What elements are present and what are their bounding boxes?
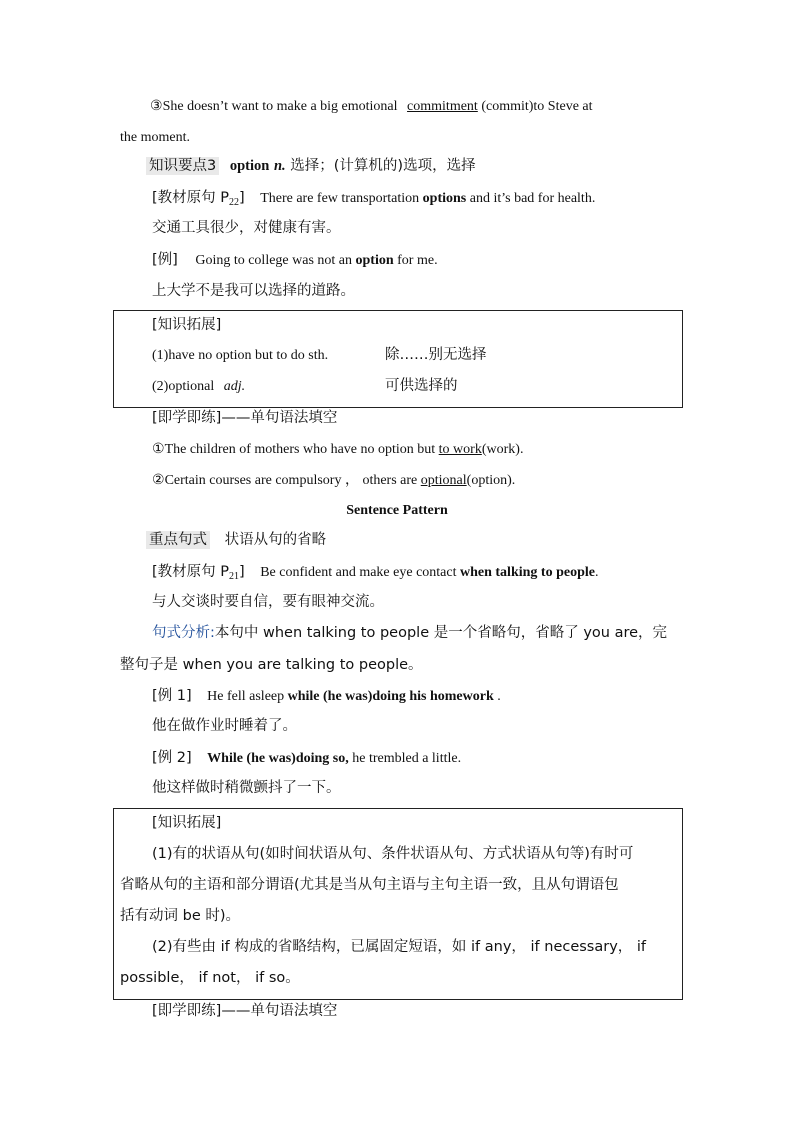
kp3-source-sentence (152, 189, 595, 212)
practice-1-question-2 (152, 472, 515, 490)
key-point-3-header (146, 157, 476, 175)
q2-hint: (option). (466, 473, 516, 488)
source-text: There are few transportation (260, 191, 420, 206)
example-1-label: [例 1] (152, 688, 192, 704)
sp-example-2-translation: 他这样做时稍微颤抖了一下。 (152, 780, 341, 796)
example-1-text: He fell asleep (207, 689, 285, 704)
key-point-tag: 知识要点3 (146, 157, 219, 175)
source-bold: when talking to people (460, 565, 595, 580)
extension-item-2-en (152, 378, 245, 396)
extension-p1-line2: 省略从句的主语和部分谓语(尤其是当从句主语与主句主语一致，且从句谓语包 (120, 877, 619, 893)
exercise-3-text: She doesn’t want to make a big emotional (162, 99, 398, 114)
q1-text: The children of mothers who have no option but (164, 442, 436, 457)
extension-item-2-pos: adj. (223, 379, 246, 394)
kp3-source-translation: 交通工具很少，对健康有害。 (152, 220, 341, 236)
sp-analysis-line2: 整句子是 when you are talking to people。 (120, 657, 423, 673)
exercise-3-line2: the moment. (120, 130, 190, 145)
example-bold: option (355, 253, 394, 268)
keyword-meaning: 选择；(计算机的)选项，选择 (290, 158, 476, 174)
example-text-end: for me. (397, 253, 438, 268)
example-label: [例] (152, 252, 178, 268)
analysis-text-1: 本句中 when talking to people 是一个省略句，省略了 you are，完 (214, 625, 668, 641)
example-2-label: [例 2] (152, 750, 192, 766)
source-page: 21 (229, 571, 240, 582)
sp-example-2 (152, 749, 461, 768)
example-text: Going to college was not an (195, 253, 353, 268)
example-2-bold: While (he was)doing so, (207, 751, 349, 766)
source-label: [教材原句 P (152, 564, 230, 580)
source-label: [教材原句 P (152, 190, 230, 206)
q1-answer: to work (438, 442, 482, 457)
example-1-end: . (497, 689, 501, 704)
source-text-end: and it’s bad for health. (469, 191, 596, 206)
source-label-close: ] (239, 564, 245, 580)
knowledge-extension-box-2 (113, 808, 683, 1000)
source-page: 22 (229, 197, 240, 208)
keyword: option (229, 158, 270, 174)
section-heading: Sentence Pattern (346, 503, 448, 518)
extension-item-2-cn: 可供选择的 (385, 378, 458, 394)
keyword-pos: n. (273, 158, 286, 174)
extension-item-1-cn: 除……别无选择 (385, 347, 487, 363)
sp-source-translation: 与人交谈时要自信，要有眼神交流。 (152, 594, 384, 610)
sp-example-1-translation: 他在做作业时睡着了。 (152, 718, 297, 734)
source-label-close: ] (239, 190, 245, 206)
knowledge-extension-box-1 (113, 310, 683, 408)
source-bold: options (422, 191, 467, 206)
extension-item-1-en: (1)have no option but to do sth. (152, 348, 329, 363)
sentence-pattern-header (146, 531, 326, 549)
extension-p1-line1: (1)有的状语从句(如时间状语从句、条件状语从句、方式状语从句等)有时可 (152, 846, 634, 862)
q2-answer: optional (420, 473, 467, 488)
exercise-3-text-end: (commit)to Steve at (481, 99, 593, 114)
exercise-3-answer: commitment (407, 99, 478, 114)
exercise-3-number: ③ (150, 99, 163, 114)
example-1-bold: while (he was)doing his homework (287, 689, 494, 704)
sentence-pattern-title: 状语从句的省略 (224, 532, 327, 548)
practice-1-question-1 (152, 441, 523, 459)
source-text: Be confident and make eye contact (260, 565, 457, 580)
q2-number: ② (152, 473, 165, 488)
sentence-pattern-tag: 重点句式 (146, 531, 210, 549)
extension-title: [知识拓展] (152, 317, 222, 333)
extension-p2-line1: (2)有些由 if 构成的省略结构，已属固定短语，如 if any， if necessary， if (152, 939, 647, 955)
q1-number: ① (152, 442, 165, 457)
extension-p1-line3: 括有动词 be 时)。 (120, 908, 240, 924)
practice-title-2: [即学即练]——单句语法填空 (152, 1003, 338, 1019)
exercise-3-line1 (150, 98, 674, 116)
q2-text: Certain courses are compulsory ， others are (164, 473, 418, 488)
source-text-end: . (594, 565, 599, 580)
extension-p2-line2: possible， if not， if so。 (120, 970, 300, 986)
extension-title: [知识拓展] (152, 815, 222, 831)
extension-item-2-word: (2)optional (152, 379, 215, 394)
sp-source-sentence (152, 563, 598, 586)
practice-title-1: [即学即练]——单句语法填空 (152, 410, 338, 426)
sp-analysis-line1 (152, 624, 667, 642)
sp-example-1 (152, 687, 501, 706)
example-2-text: he trembled a little. (352, 751, 462, 766)
analysis-label: 句式分析: (152, 625, 215, 641)
kp3-example (152, 251, 438, 270)
q1-hint: (work). (481, 442, 524, 457)
kp3-example-translation: 上大学不是我可以选择的道路。 (152, 283, 355, 299)
